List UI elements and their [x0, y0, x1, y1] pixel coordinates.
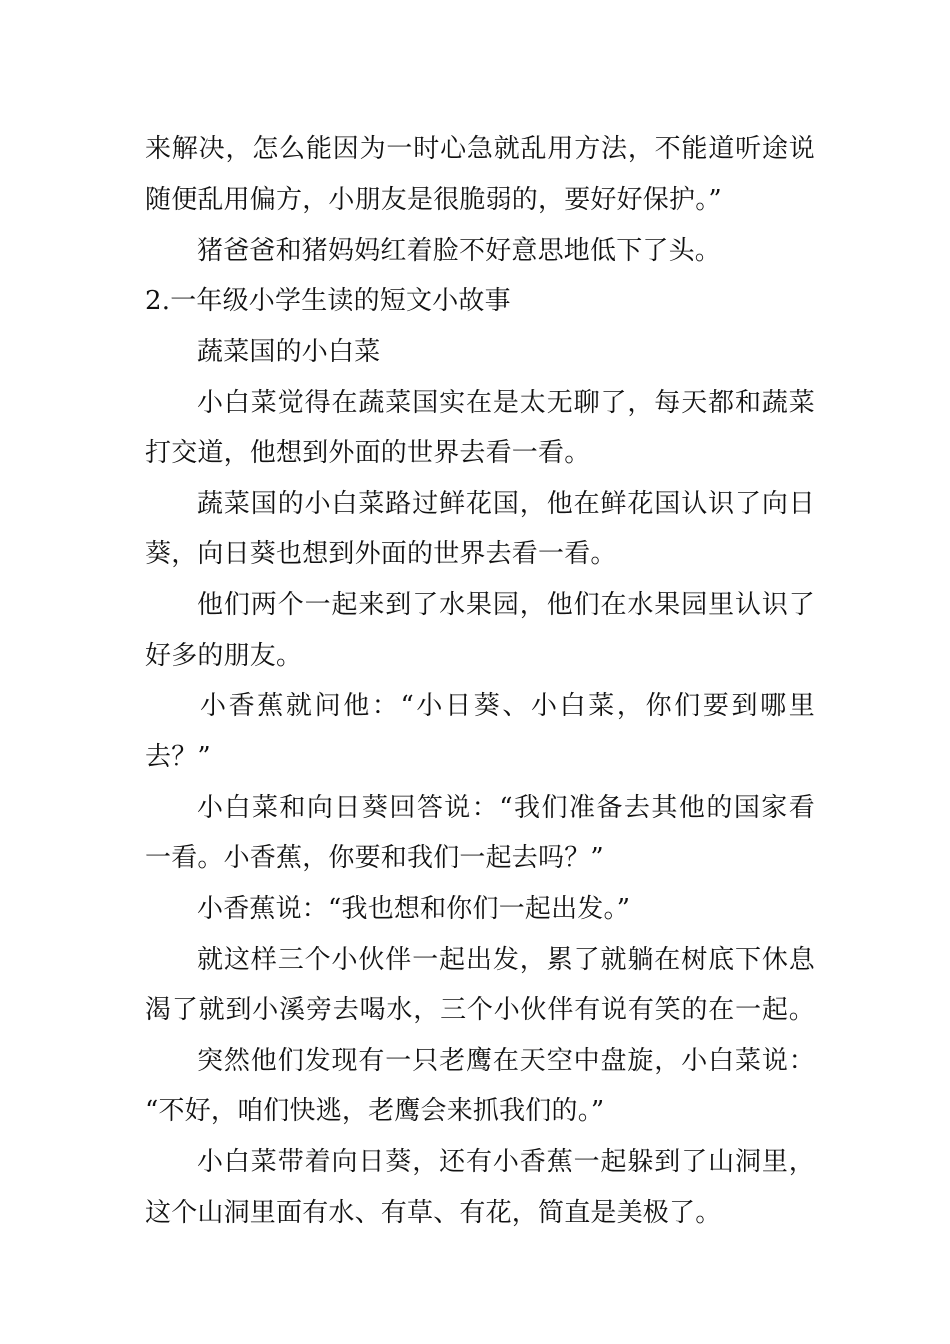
text-line: “不好，咱们快逃，老鹰会来抓我们的。” [145, 1096, 605, 1126]
text-line: 一看。小香蕉，你要和我们一起去吗？” [145, 843, 604, 873]
text-line: 这个山洞里面有水、有草、有花，简直是美极了。 [145, 1198, 722, 1228]
text-line: 小白菜和向日葵回答说：“我们准备去其他的国家看 [197, 793, 815, 823]
text-line: 突然他们发现有一只老鹰在天空中盘旋，小白菜说： [197, 1046, 815, 1076]
section-heading: 2.一年级小学生读的短文小故事 [145, 286, 511, 316]
text-line: 好多的朋友。 [145, 641, 303, 671]
text-line: 蔬菜国的小白菜路过鲜花国，他在鲜花国认识了向日 [197, 489, 815, 519]
text-line: 来解决，怎么能因为一时心急就乱用方法，不能道听途说 [145, 134, 815, 164]
text-line: 葵，向日葵也想到外面的世界去看一看。 [145, 539, 617, 569]
text-line: 打交道，他想到外面的世界去看一看。 [145, 438, 591, 468]
text-line: 他们两个一起来到了水果园，他们在水果园里认识了 [197, 590, 815, 620]
story-title: 蔬菜国的小白菜 [197, 337, 381, 367]
text-line: 小香蕉就问他：“小日葵、小白菜，你们要到哪里 [200, 691, 815, 721]
text-line: 小白菜带着向日葵，还有小香蕉一起躲到了山洞里， [197, 1147, 815, 1177]
text-line: 随便乱用偏方，小朋友是很脆弱的，要好好保护。” [145, 185, 722, 215]
text-line: 小香蕉说：“我也想和你们一起出发。” [197, 894, 631, 924]
text-line: 小白菜觉得在蔬菜国实在是太无聊了，每天都和蔬菜 [197, 388, 815, 418]
text-line: 猪爸爸和猪妈妈红着脸不好意思地低下了头。 [197, 236, 722, 266]
text-line: 去？” [145, 742, 211, 772]
text-line: 渴了就到小溪旁去喝水，三个小伙伴有说有笑的在一起。 [145, 995, 815, 1025]
text-line: 就这样三个小伙伴一起出发，累了就躺在树底下休息 [197, 945, 815, 975]
